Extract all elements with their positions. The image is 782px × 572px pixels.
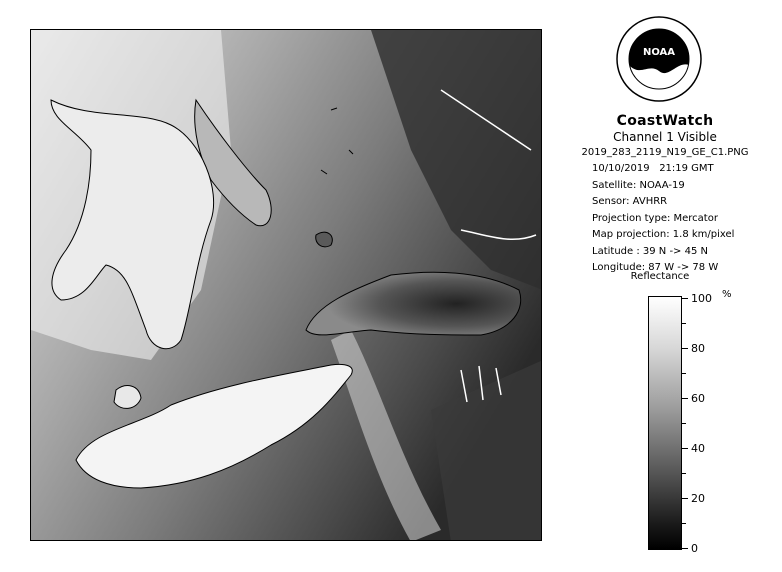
time-value: 21:19 GMT [659, 163, 714, 174]
reflectance-color-bar [648, 296, 682, 550]
color-bar-title: Reflectance [630, 271, 690, 282]
color-bar-tick [682, 498, 688, 499]
color-bar-tick [682, 523, 686, 524]
color-bar-unit: % [722, 289, 732, 300]
color-bar-label-60: 60 [691, 392, 705, 405]
date-time [592, 163, 714, 174]
map-projection: Map projection: 1.8 km/pixel [592, 229, 735, 240]
coastwatch-title: CoastWatch [616, 113, 714, 129]
color-bar-label-40: 40 [691, 442, 705, 455]
satellite-info: Satellite: NOAA-19 [592, 180, 685, 191]
color-bar-tick [682, 398, 688, 399]
color-bar-label-100: 100 [691, 292, 712, 305]
color-bar-tick [682, 448, 688, 449]
color-bar-tick [682, 323, 686, 324]
longitude-range: Longitude: 87 W -> 78 W [592, 262, 719, 273]
color-bar-tick [682, 298, 688, 299]
color-bar-label-80: 80 [691, 342, 705, 355]
channel-label: Channel 1 Visible [613, 130, 717, 144]
date-value: 10/10/2019 [592, 163, 650, 174]
color-bar-tick [682, 348, 688, 349]
latitude-range: Latitude : 39 N -> 45 N [592, 246, 708, 257]
color-bar-tick [682, 423, 686, 424]
color-bar-tick [682, 473, 686, 474]
product-filename: 2019_283_2119_N19_GE_C1.PNG [581, 147, 749, 158]
color-bar-label-0: 0 [691, 542, 698, 555]
noaa-logo [615, 15, 703, 103]
color-bar-label-20: 20 [691, 492, 705, 505]
color-bar-tick [682, 548, 688, 549]
satellite-image-map [30, 29, 542, 541]
color-bar-tick [682, 373, 686, 374]
projection-type: Projection type: Mercator [592, 213, 718, 224]
sensor-info: Sensor: AVHRR [592, 196, 668, 207]
noaa-logo-text: NOAA [642, 47, 676, 58]
